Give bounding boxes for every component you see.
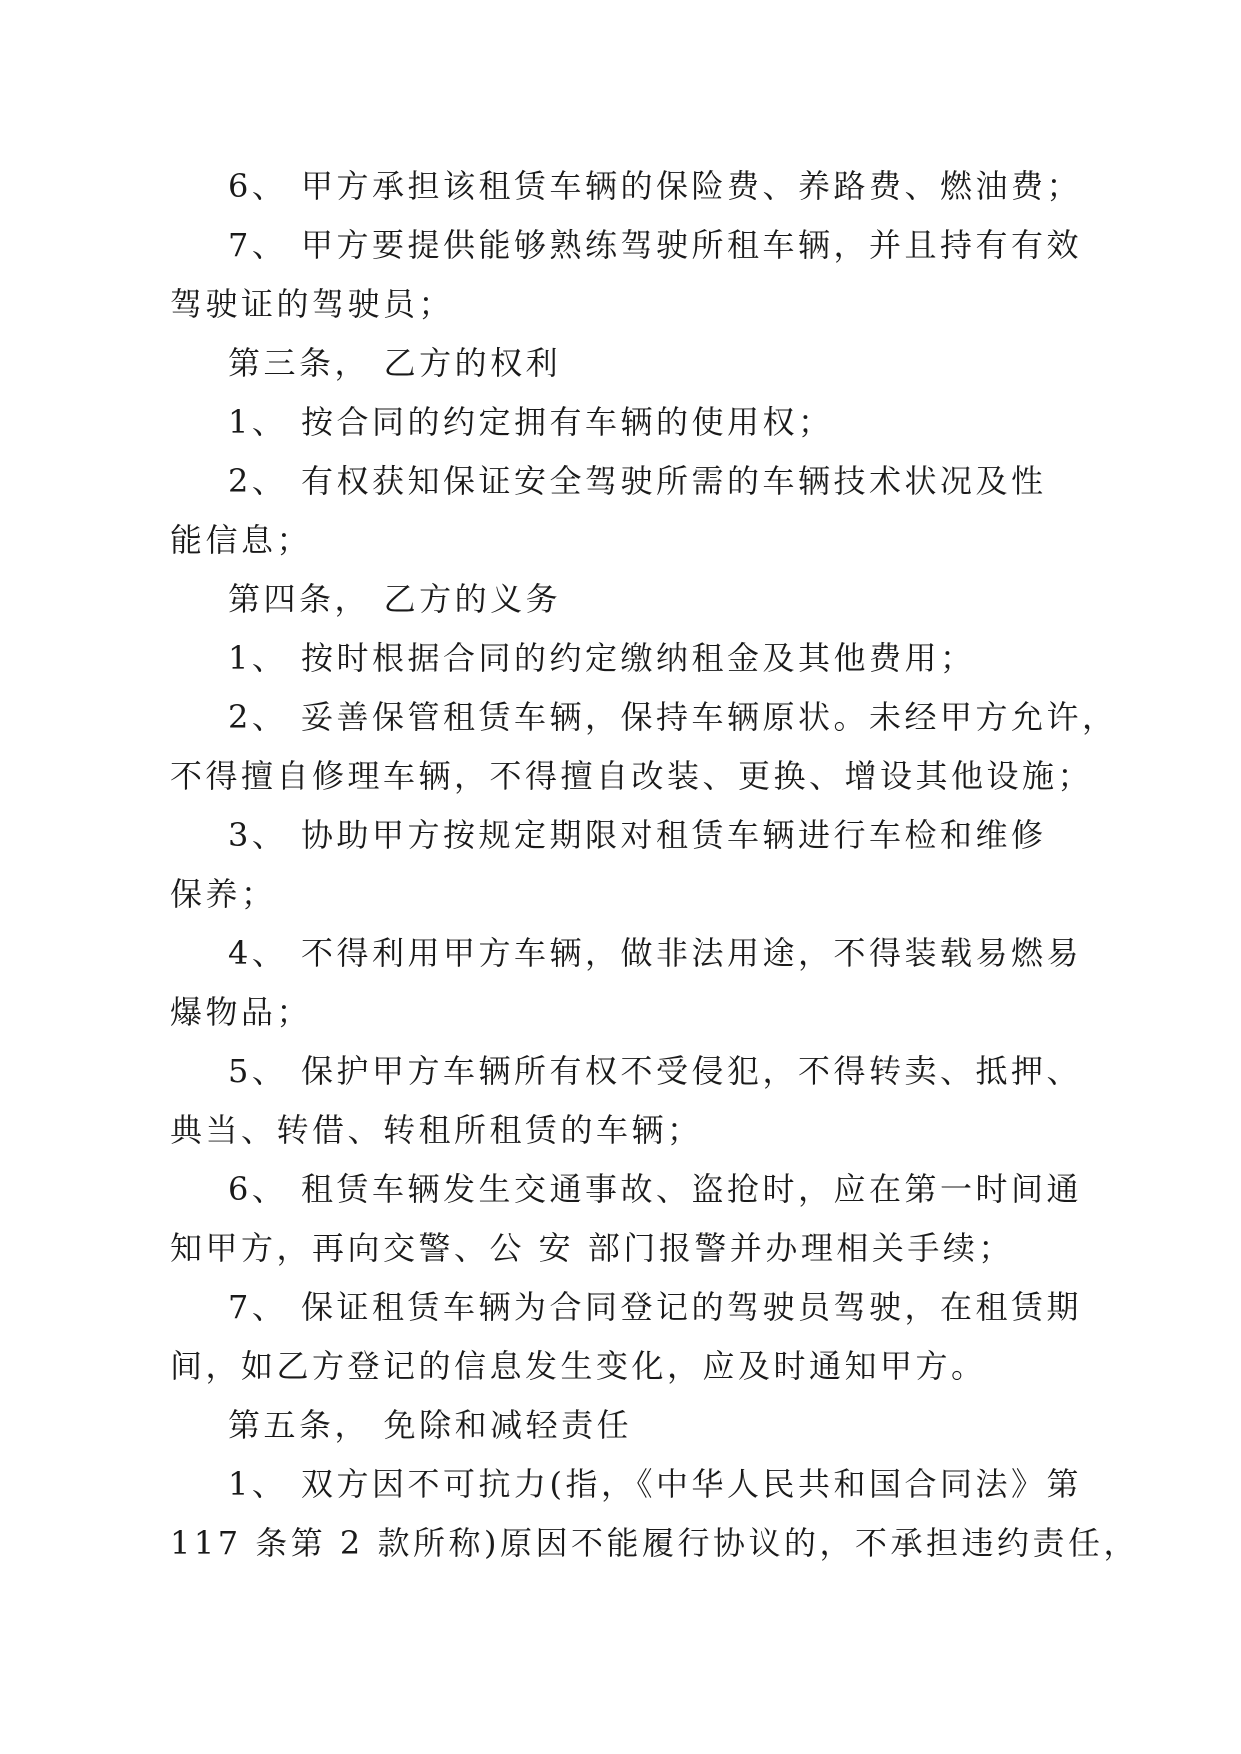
text-line: 间，如乙方登记的信息发生变化，应及时通知甲方。 [170, 1347, 987, 1385]
text-line: 2、 妥善保管租赁车辆，保持车辆原状。未经甲方允许， [228, 698, 1118, 736]
text-line: 驾驶证的驾驶员； [170, 285, 455, 323]
text-line: 2、 有权获知保证安全驾驶所需的车辆技术状况及性 [228, 462, 1047, 500]
text-line: 不得擅自修理车辆，不得擅自改装、更换、增设其他设施； [170, 757, 1094, 795]
section-heading: 第四条， 乙方的义务 [228, 580, 562, 618]
text-line: 知甲方，再向交警、公 安 部门报警并办理相关手续； [170, 1229, 1014, 1267]
text-line: 1、 按时根据合同的约定缴纳租金及其他费用； [228, 639, 976, 677]
text-line: 保养； [170, 875, 277, 913]
text-line: 6、 甲方承担该租赁车辆的保险费、养路费、燃油费； [228, 167, 1083, 205]
text-line: 5、 保护甲方车辆所有权不受侵犯，不得转卖、抵押、 [228, 1052, 1083, 1090]
text-line: 1、 按合同的约定拥有车辆的使用权； [228, 403, 834, 441]
section-heading: 第三条， 乙方的权利 [228, 344, 562, 382]
text-line: 爆物品； [170, 993, 313, 1031]
section-heading: 第五条， 免除和减轻责任 [228, 1406, 633, 1444]
text-line: 3、 协助甲方按规定期限对租赁车辆进行车检和维修 [228, 816, 1047, 854]
text-line: 4、 不得利用甲方车辆，做非法用途，不得装载易燃易 [228, 934, 1083, 972]
text-line: 117 条第 2 款所称)原因不能履行协议的，不承担违约责任， [170, 1524, 1139, 1562]
text-line: 能信息； [170, 521, 313, 559]
text-line: 典当、转借、转租所租赁的车辆； [170, 1111, 703, 1149]
text-line: 1、 双方因不可抗力(指，《中华人民共和国合同法》第 [228, 1465, 1083, 1503]
text-line: 6、 租赁车辆发生交通事故、盗抢时，应在第一时间通 [228, 1170, 1083, 1208]
text-line: 7、 保证租赁车辆为合同登记的驾驶员驾驶，在租赁期 [228, 1288, 1083, 1326]
text-line: 7、 甲方要提供能够熟练驾驶所租车辆，并且持有有效 [228, 226, 1083, 264]
